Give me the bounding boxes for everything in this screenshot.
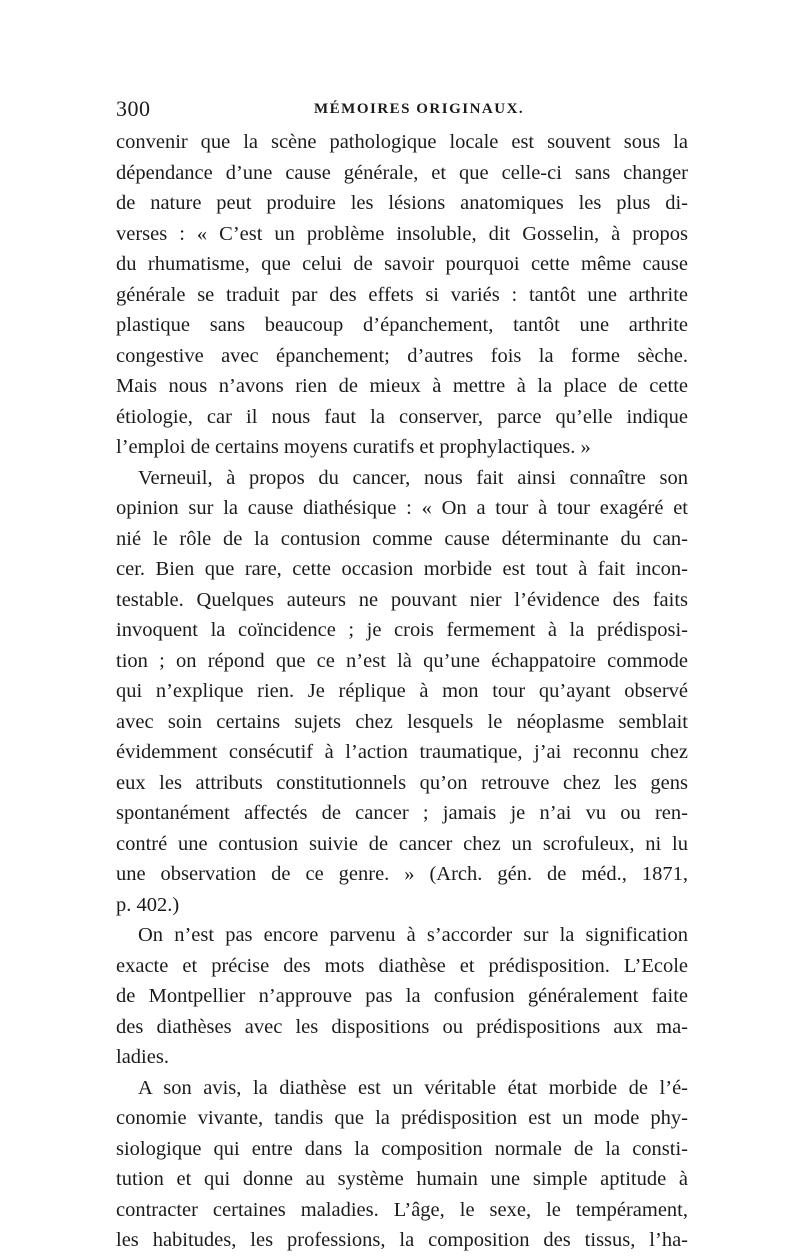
text-line: dépendance d’une cause générale, et que celle-ci sans changer [116, 161, 688, 184]
text-line: contré une contusion suivie de cancer chez un scrofuleux, ni lu [116, 832, 688, 855]
text-line: p. 402.) [116, 893, 180, 916]
text-line: congestive avec épanchement; d’autres fois la forme sèche. [116, 344, 688, 367]
text-line: une observation de ce genre. » (Arch. gén. de méd., 1871, [116, 863, 688, 885]
text-line: conomie vivante, tandis que la prédisposition est un mode phy- [116, 1107, 688, 1129]
text-line: eux les attributs constitutionnels qu’on retrouve chez les gens [116, 771, 688, 794]
text-line: siologique qui entre dans la composition normale de la consti- [116, 1137, 688, 1160]
text-line: exacte et précise des mots diathèse et prédisposition. L’Ecole [116, 954, 688, 977]
text-line: tion ; on répond que ce n’est là qu’une échappatoire commode [116, 649, 688, 672]
text-line: les habitudes, les professions, la composition des tissus, l’ha- [116, 1229, 688, 1251]
text-line: de Montpellier n’approuve pas la confusion généralement faite [116, 985, 688, 1007]
text-line: spontanément affectés de cancer ; jamais je n’ai vu ou ren- [116, 802, 688, 824]
text-line: l’emploi de certains moyens curatifs et prophylactiques. » [116, 436, 591, 458]
text-line: A son avis, la diathèse est un véritable état morbide de l’é- [138, 1076, 688, 1099]
text-line: évidemment consécutif à l’action traumatique, j’ai reconnu chez [116, 741, 688, 763]
text-line: avec soin certains sujets chez lesquels le néoplasme semblait [116, 710, 688, 733]
text-line: qui n’explique rien. Je réplique à mon tour qu’ayant observé [116, 680, 688, 702]
text-line: verses : « C’est un problème insoluble, dit Gosselin, à propos [116, 222, 688, 245]
text-line: du rhumatisme, que celui de savoir pourquoi cette même cause [116, 253, 688, 275]
text-line: des diathèses avec les dispositions ou prédispositions aux ma- [116, 1015, 688, 1038]
text-line: ladies. [116, 1046, 169, 1068]
text-line: contracter certaines maladies. L’âge, le sexe, le tempérament, [116, 1198, 688, 1221]
text-line: nié le rôle de la contusion comme cause déterminante du can- [116, 527, 688, 550]
text-line: plastique sans beaucoup d’épanchement, tantôt une arthrite [116, 314, 688, 336]
text-line: Mais nous n’avons rien de mieux à mettre à la place de cette [116, 375, 688, 397]
running-title: MÉMOIRES ORIGINAUX. [314, 101, 525, 117]
page-number: 300 [116, 96, 151, 121]
text-line: étiologie, car il nous faut la conserver, parce qu’elle indique [116, 405, 688, 428]
text-line: opinion sur la cause diathésique : « On a tour à tour exagéré et [116, 497, 688, 519]
text-line: Verneuil, à propos du cancer, nous fait ainsi connaître son [138, 466, 688, 489]
text-line: cer. Bien que rare, cette occasion morbide est tout à fait incon- [116, 558, 688, 580]
text-line: testable. Quelques auteurs ne pouvant nier l’évidence des faits [116, 588, 688, 611]
body-text [116, 127, 688, 1256]
text-line: invoquent la coïncidence ; je crois fermement à la prédisposi- [116, 619, 688, 641]
text-line: On n’est pas encore parvenu à s’accorder sur la signification [138, 924, 688, 946]
text-line: tution et qui donne au système humain une simple aptitude à [116, 1168, 688, 1190]
running-header [116, 94, 688, 124]
text-line: générale se traduit par des effets si variés : tantôt une arthrite [116, 283, 688, 306]
text-line: convenir que la scène pathologique locale est souvent sous la [116, 131, 688, 153]
text-line: de nature peut produire les lésions anatomiques les plus di- [116, 192, 688, 214]
